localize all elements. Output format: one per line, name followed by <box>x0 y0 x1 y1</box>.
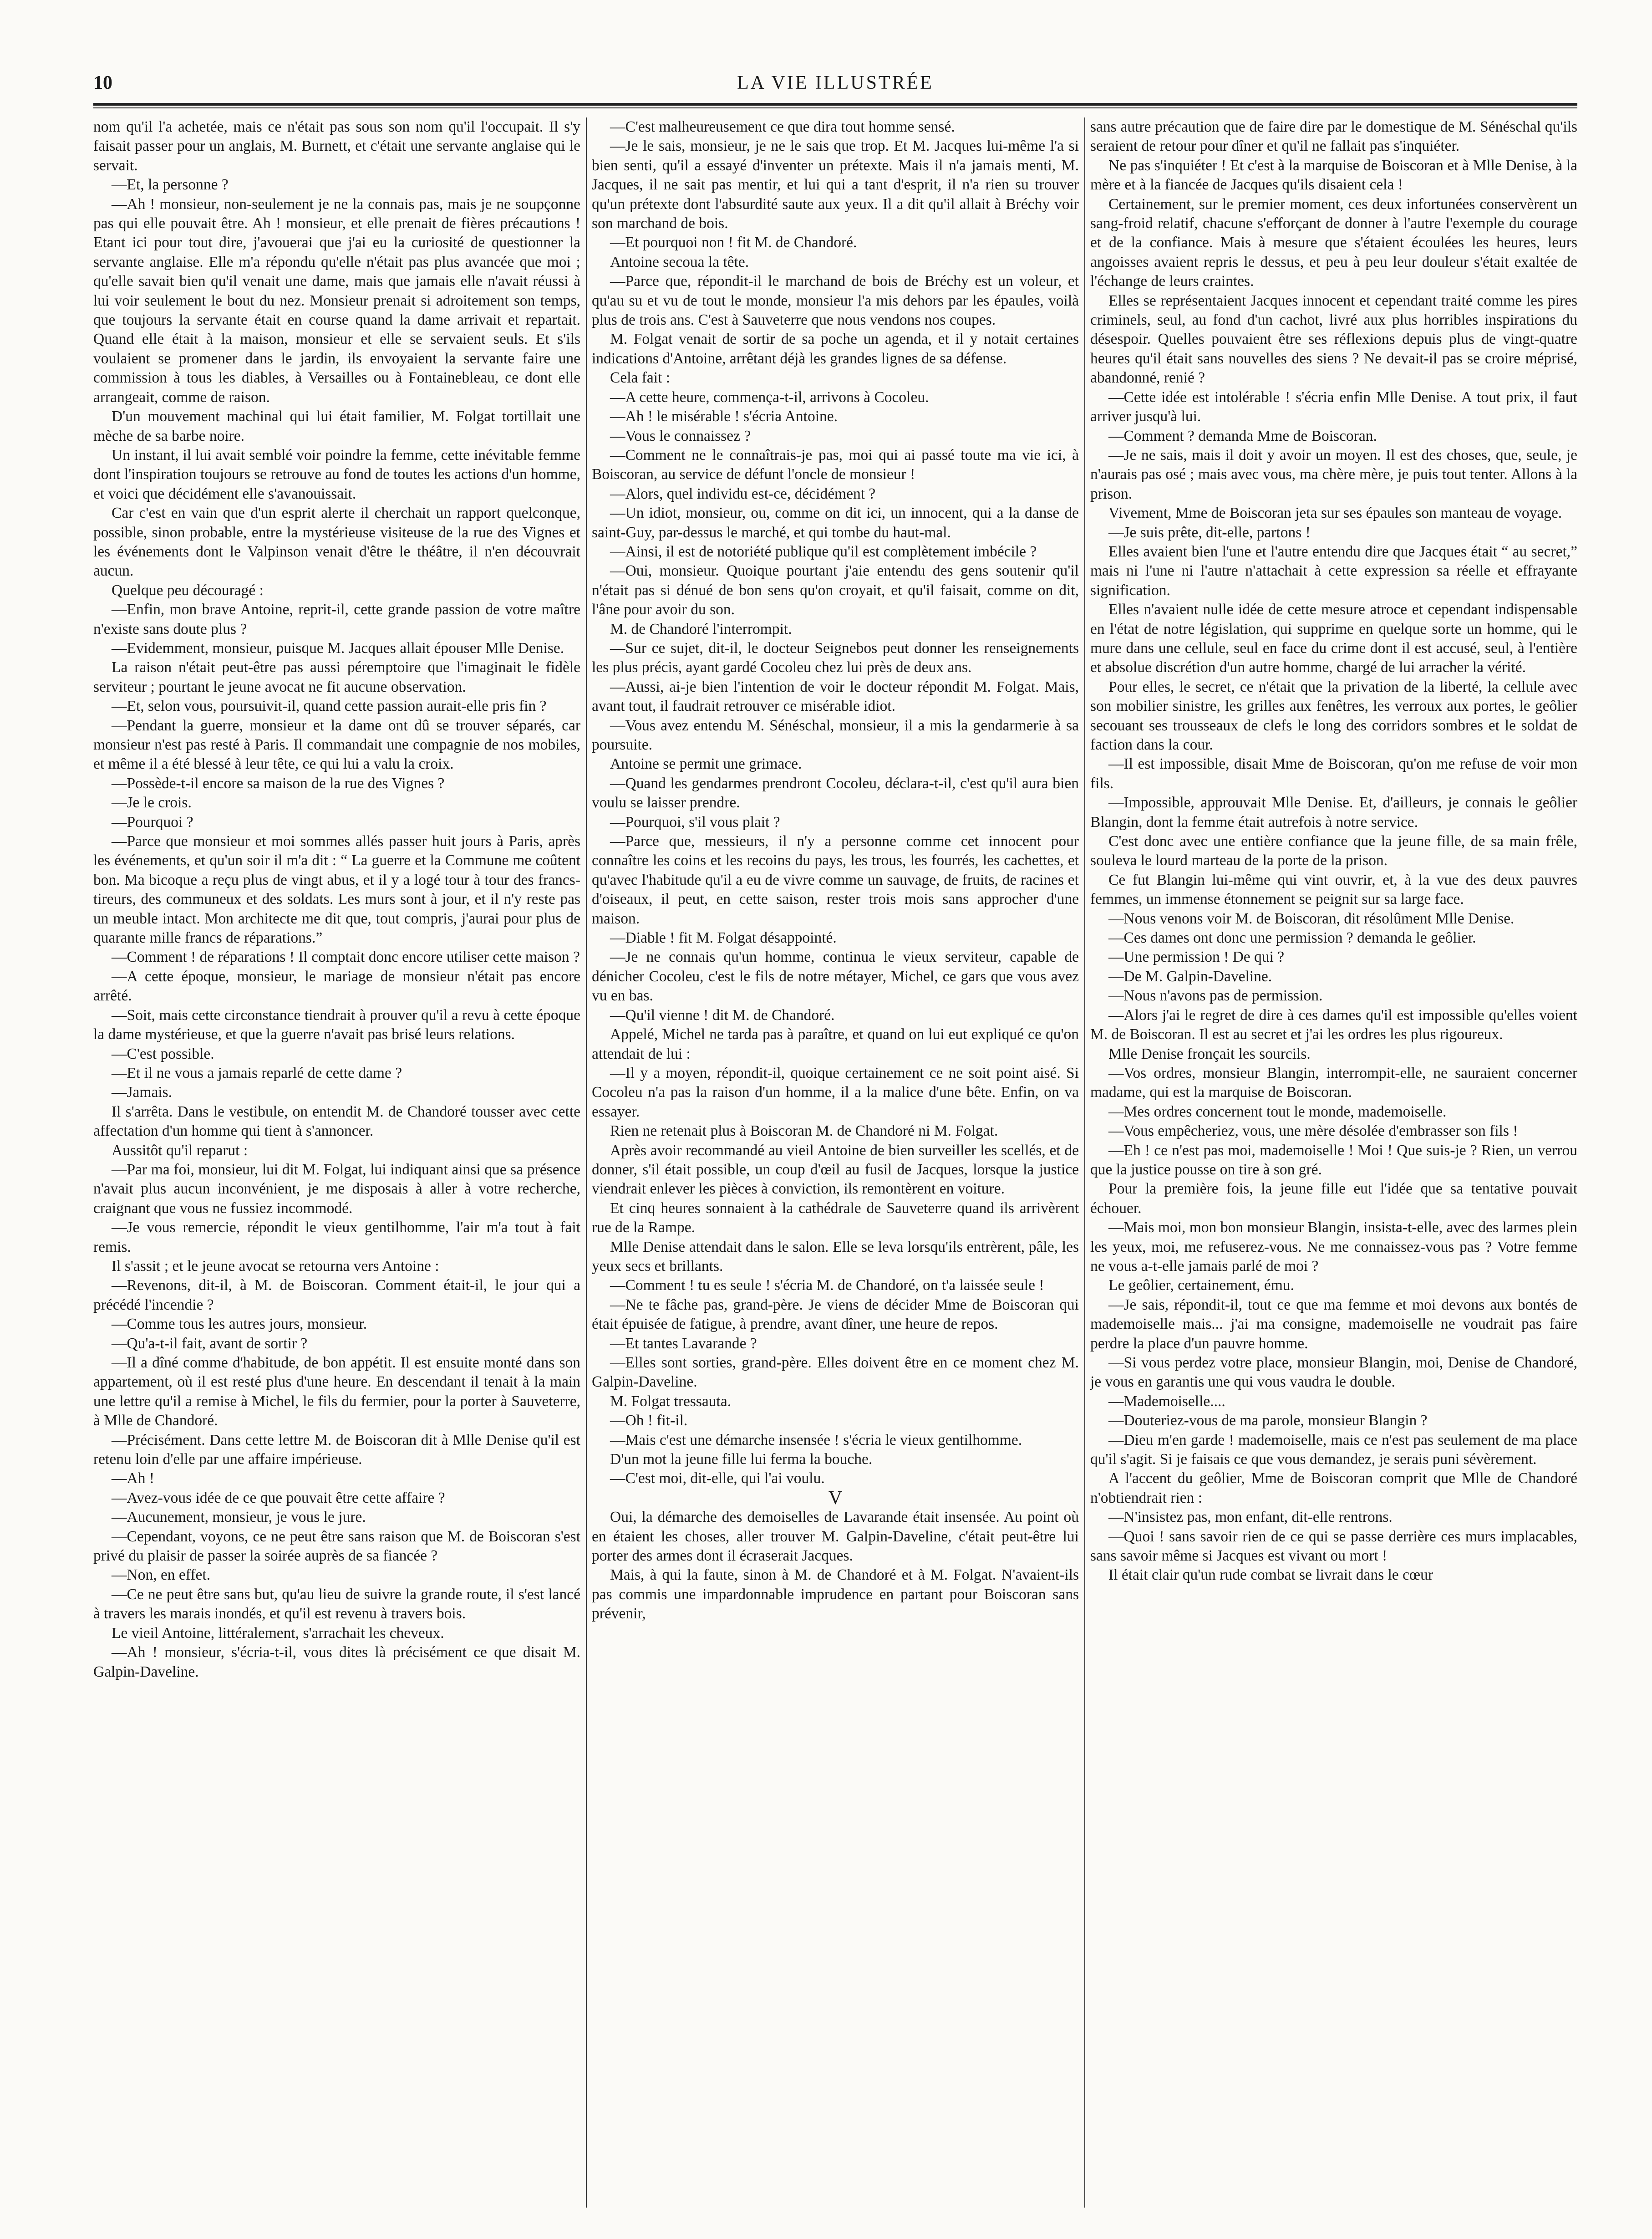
paragraph: —Et, selon vous, poursuivit-il, quand cette passion aurait-elle pris fin ? <box>112 698 547 715</box>
paragraph: —Mais c'est une démarche insensée ! s'écria le vieux gentilhomme. <box>610 1431 1022 1448</box>
paragraph: Mlle Denise fronçait les sourcils. <box>1108 1045 1311 1062</box>
paragraph: Elles avaient bien l'une et l'autre entendu dire que Jacques était “ au secret,” mais ni l'une ni l'autre n'attachait à cette expression sa réelle et effrayante signification. <box>1090 543 1577 599</box>
paragraph: —Il y a moyen, répondit-il, quoique certainement ce ne soit point aisé. Si Cocoleu n'a pas la raison d'un homme, il a la malice d'une bête. Enfin, on va essayer. <box>592 1064 1079 1120</box>
header-rule-thin <box>93 107 1577 108</box>
column-left <box>93 117 580 2208</box>
paragraph: —Ainsi, il est de notoriété publique qu'il est complètement imbécile ? <box>610 543 1037 560</box>
paragraph: M. Folgat venait de sortir de sa poche un agenda, et il y notait certaines indications d'Antoine, arrêtant déjà les grandes lignes de sa défense. <box>592 331 1079 367</box>
paragraph: Car c'est en vain que d'un esprit alerte il cherchait un rapport quelconque, possible, sinon probable, entre la mystérieuse visiteuse de la rue des Vignes et les événements dont le Valpinson venait d'être le théâtre, il n'en découvrait aucun. <box>93 505 580 580</box>
paragraph: —Par ma foi, monsieur, lui dit M. Folgat, lui indiquant ainsi que sa présence n'avait plus aucun inconvénient, je me disposais à aller à votre recherche, craignant que vous ne fussiez incommodé. <box>93 1161 580 1217</box>
paragraph: Mlle Denise attendait dans le salon. Elle se leva lorsqu'ils entrèrent, pâle, les yeux secs et brillants. <box>592 1238 1079 1275</box>
paragraph: —Cependant, voyons, ce ne peut être sans raison que M. de Boiscoran s'est privé du plaisir de passer la soirée auprès de sa fiancée ? <box>93 1528 580 1565</box>
paragraph: —A cette époque, monsieur, le mariage de monsieur n'était pas encore arrêté. <box>93 968 580 1005</box>
paragraph: —Sur ce sujet, dit-il, le docteur Seignebos peut donner les renseignements les plus précis, ayant gardé Cocoleu chez lui près de deux ans. <box>592 639 1079 676</box>
paragraph: M. Folgat tressauta. <box>610 1392 732 1410</box>
paragraph: —Il a dîné comme d'habitude, de bon appétit. Il est ensuite monté dans son appartement, où il est resté plus d'une heure. En descendant il tenait à la main une lettre qu'il a remise à Michel, le fils du fermier, pour la porter à Sauveterre, à Mlle de Chandoré. <box>93 1354 580 1429</box>
paragraph: M. de Chandoré l'interrompit. <box>610 620 792 638</box>
chapter-heading: V <box>828 1487 843 1509</box>
column-divider <box>1079 117 1090 2208</box>
paragraph: Ce fut Blangin lui-même qui vint ouvrir, et, à la vue des deux pauvres femmes, un immense étonnement se peignit sur sa large face. <box>1090 871 1577 908</box>
paragraph: —Vos ordres, monsieur Blangin, interrompit-elle, ne sauraient concerner madame, qui est la marquise de Boiscoran. <box>1090 1064 1577 1101</box>
paragraph: —Soit, mais cette circonstance tiendrait à prouver qu'il a revu à cette époque la dame mystérieuse, et que la guerre n'avait pas brisé leurs relations. <box>93 1006 580 1043</box>
paragraph: —Non, en effet. <box>112 1566 211 1584</box>
paragraph: Certainement, sur le premier moment, ces deux infortunées conservèrent un sang-froid relatif, chacune s'efforçant de donner à l'autre l'exemple du courage et de la confiance. Mais à mesure que s'étaient écoulées les heures, leurs angoisses avaient repris le dessus, et peu à peu leur douleur s'était exaltée de l'échange de leurs craintes. <box>1090 195 1577 290</box>
header-rule-thick <box>93 103 1577 106</box>
paragraph: —Mais moi, mon bon monsieur Blangin, insista-t-elle, avec des larmes plein les yeux, moi, me refuserez-vous. Ne me connaissez-vous pas ? Votre femme ne vous a-t-elle jamais parlé de moi ? <box>1090 1219 1577 1275</box>
paragraph: —Enfin, mon brave Antoine, reprit-il, cette grande passion de votre maître n'existe sans doute plus ? <box>93 601 580 638</box>
paragraph: Le geôlier, certainement, ému. <box>1108 1277 1294 1294</box>
column-right <box>1090 117 1577 2208</box>
paragraph: —Comme tous les autres jours, monsieur. <box>112 1316 367 1333</box>
paragraph: Elles se représentaient Jacques innocent et cependant traité comme les pires criminels, seul, au fond d'un cachot, livré aux plus horribles inspirations du désespoir. Quelles pouvaient être ses réflexions depuis plus de vingt-quatre heures qu'il était sans nouvelles des siens ? Ne devait-il pas se croire méprisé, abandonné, renié ? <box>1090 292 1577 387</box>
paragraph: Pour elles, le secret, ce n'était que la privation de la liberté, la cellule avec son mobilier sinistre, les grilles aux fenêtres, les verroux aux portes, le geôlier secouant ses trousseaux de clefs le long des corridors sombres et le soldat de faction dans la cour. <box>1090 678 1577 753</box>
paragraph: —Vous empêcheriez, vous, une mère désolée d'embrasser son fils ! <box>1108 1122 1518 1140</box>
paragraph: —Et il ne vous a jamais reparlé de cette dame ? <box>112 1064 402 1081</box>
paragraph: Rien ne retenait plus à Boiscoran M. de Chandoré ni M. Folgat. <box>610 1122 998 1140</box>
paragraph: —Je vous remercie, répondit le vieux gentilhomme, l'air m'a tout à fait remis. <box>93 1219 580 1255</box>
paragraph: sans autre précaution que de faire dire par le domestique de M. Sénéschal qu'ils seraient de retour pour dîner et qu'il ne fallait pas s'inquiéter. <box>1090 118 1577 155</box>
paragraph: —Douteriez-vous de ma parole, monsieur Blangin ? <box>1108 1412 1428 1429</box>
paragraph: —Nous venons voir M. de Boiscoran, dit résolûment Mlle Denise. <box>1108 910 1515 927</box>
paragraph: Mais, à qui la faute, sinon à M. de Chandoré et à M. Folgat. N'avaient-ils pas commis une impardonnable imprudence en partant pour Boiscoran sans prévenir, <box>592 1566 1079 1622</box>
paragraph: —Parce que, messieurs, il n'y a personne comme cet innocent pour connaître les coins et les recoins du pays, les trous, les fourrés, les cachettes, et qu'avec l'habitude qu'il a eu de vivre comme un sauvage, de fruits, de racines et d'oiseaux, il peut, en cette saison, rester trois mois sans approcher d'une maison. <box>592 833 1079 927</box>
publication-title: LA VIE ILLUSTRÉE <box>737 72 934 93</box>
paragraph: —Et pourquoi non ! fit M. de Chandoré. <box>610 234 857 251</box>
paragraph: —Oh ! fit-il. <box>610 1412 688 1429</box>
text-columns <box>93 117 1577 2208</box>
paragraph: —C'est malheureusement ce que dira tout homme sensé. <box>610 118 955 135</box>
paragraph: —A cette heure, commença-t-il, arrivons à Cocoleu. <box>610 388 929 406</box>
paragraph: —Aucunement, monsieur, je vous le jure. <box>112 1509 366 1526</box>
paragraph: Elles n'avaient nulle idée de cette mesure atroce et cependant indispensable en l'état de notre législation, qui supprime en quelque sorte un homme, qui le mure dans une cellule, seul en face du crime dont il est accusé, seul, à l'entière et absolue discrétion d'un autre homme, chargé de lui arracher la vérité. <box>1090 601 1577 676</box>
paragraph: —De M. Galpin-Daveline. <box>1108 968 1272 985</box>
paragraph: —Eh ! ce n'est pas moi, mademoiselle ! Moi ! Que suis-je ? Rien, un verrou que la justice pousse on tire à son gré. <box>1090 1142 1577 1178</box>
paragraph: D'un mot la jeune fille lui ferma la bouche. <box>610 1451 873 1468</box>
paragraph: Vivement, Mme de Boiscoran jeta sur ses épaules son manteau de voyage. <box>1108 505 1562 522</box>
paragraph: —Comment ! tu es seule ! s'écria M. de Chandoré, on t'a laissée seule ! <box>610 1277 1044 1294</box>
paragraph: —Et, la personne ? <box>112 176 229 194</box>
page-number: 10 <box>93 72 112 93</box>
paragraph: —Ces dames ont donc une permission ? demanda le geôlier. <box>1108 929 1476 947</box>
paragraph: Ne pas s'inquiéter ! Et c'est à la marquise de Boiscoran et à Mlle Denise, à la mère et à la fiancée de Jacques qu'ils disaient cela ! <box>1090 157 1577 194</box>
paragraph: —Elles sont sorties, grand-père. Elles doivent être en ce moment chez M. Galpin-Daveline. <box>592 1354 1079 1391</box>
paragraph: —Diable ! fit M. Folgat désappointé. <box>610 929 837 947</box>
paragraph: —Qu'a-t-il fait, avant de sortir ? <box>112 1335 308 1352</box>
paragraph: —Je suis prête, dit-elle, partons ! <box>1108 524 1311 541</box>
paragraph: —Comment ne le connaîtrais-je pas, moi qui ai passé toute ma vie ici, à Boiscoran, au service de défunt l'oncle de monsieur ! <box>592 446 1079 483</box>
paragraph: —Oui, monsieur. Quoique pourtant j'aie entendu des gens soutenir qu'il n'était pas si dénué de bon sens qu'on croyait, et qu'il faisait, comme on dit, l'âne pour avoir du son. <box>592 562 1079 618</box>
paragraph: Un instant, il lui avait semblé voir poindre la femme, cette inévitable femme dont l'inspiration toujours se retrouve au fond de toutes les actions d'un homme, et voici que décidément elle s'avanouissait. <box>93 446 580 502</box>
paragraph: —Pourquoi ? <box>112 813 193 831</box>
paragraph: —Revenons, dit-il, à M. de Boiscoran. Comment était-il, le jour qui a précédé l'incendie ? <box>93 1277 580 1313</box>
paragraph: —Alors, quel individu est-ce, décidément ? <box>610 485 876 502</box>
paragraph: —Avez-vous idée de ce que pouvait être cette affaire ? <box>112 1489 445 1506</box>
paragraph: D'un mouvement machinal qui lui était familier, M. Folgat tortillait une mèche de sa barbe noire. <box>93 408 580 444</box>
paragraph: Il s'assit ; et le jeune avocat se retourna vers Antoine : <box>112 1257 439 1275</box>
paragraph: Il s'arrêta. Dans le vestibule, on entendit M. de Chandoré tousser avec cette affectation d'un homme qui tient à s'annoncer. <box>93 1103 580 1140</box>
paragraph: —Je ne connais qu'un homme, continua le vieux serviteur, capable de dénicher Cocoleu, c'est le fils de notre métayer, Michel, ce gars que vous avez vu en bas. <box>592 949 1079 1005</box>
paragraph: Pour la première fois, la jeune fille eut l'idée que sa tentative pouvait échouer. <box>1090 1180 1577 1217</box>
paragraph: —Evidemment, monsieur, puisque M. Jacques allait épouser Mlle Denise. <box>112 639 564 657</box>
paragraph: —Ne te fâche pas, grand-père. Je viens de décider Mme de Boiscoran qui était épuisée de fatigue, à prendre, avant dîner, une heure de repos. <box>592 1296 1079 1333</box>
page-header <box>93 68 1577 100</box>
paragraph: —Mademoiselle.... <box>1108 1392 1225 1410</box>
paragraph: —N'insistez pas, mon enfant, dit-elle rentrons. <box>1108 1509 1393 1526</box>
paragraph: —Mes ordres concernent tout le monde, mademoiselle. <box>1108 1103 1447 1120</box>
paragraph: —Aussi, ai-je bien l'intention de voir le docteur répondit M. Folgat. Mais, avant tout, il faudrait retrouver ce misérable idiot. <box>592 678 1079 715</box>
paragraph: Appelé, Michel ne tarda pas à paraître, et quand on lui eut expliqué ce qu'on attendait de lui : <box>592 1026 1079 1062</box>
paragraph: nom qu'il l'a achetée, mais ce n'était pas sous son nom qu'il l'occupait. Il s'y faisait passer pour un anglais, M. Burnett, et c'était une servante anglaise qui le servait. <box>93 118 580 174</box>
paragraph: —Pendant la guerre, monsieur et la dame ont dû se trouver séparés, car monsieur n'est pas resté à Paris. Il commandait une compagnie de nos mobiles, et même il a été blessé à leur tête, ce qui lui a valu la croix. <box>93 717 580 773</box>
paragraph: —Ah ! monsieur, non-seulement je ne la connais pas, mais je ne soupçonne pas qui elle pouvait être. Ah ! monsieur, et elle prenait de fières précautions ! Etant ici pour tout dire, j'avouerai que j'ai eu la curiosité de questionner la servante anglaise. Elle m'a répondu qu'elle n'était pas plus avancée que moi ; qu'elle savait bien qu'il venait une dame, mais que jamais elle n'avait réussi à lui voir seulement le bout du nez. Monsieur prenait si adroitement son temps, que toujours la servante était en course quand la dame arrivait et repartait. Quand elle était à la maison, monsieur et elle se servaient seuls. Et s'ils voulaient se promener dans le jardin, ils envoyaient la servante faire une commission à tous les diables, à Versailles ou à Fontainebleau, ce dont elle arrangeait, comme de raison. <box>93 195 580 406</box>
paragraph: —Parce que, répondit-il le marchand de bois de Bréchy est un voleur, et qu'au su et vu de tout le monde, monsieur l'a mis dehors par les épaules, voilà plus de trois ans. C'est à Sauveterre que nous vendons nos coupes. <box>592 273 1079 329</box>
paragraph: —Un idiot, monsieur, ou, comme on dit ici, un innocent, qui a la danse de saint-Guy, par-dessus le marché, et qui tombe du haut-mal. <box>592 505 1079 541</box>
paragraph: —Vous le connaissez ? <box>610 427 751 444</box>
paragraph: Après avoir recommandé au vieil Antoine de bien surveiller les scellés, et de donner, s'il était possible, un coup d'œil au fusil de Jacques, lorsque la justice viendrait enlever les pièces à conviction, ils remontèrent en voiture. <box>592 1142 1079 1198</box>
paragraph: —Dieu m'en garde ! mademoiselle, mais ce n'est pas seulement de ma place qu'il s'agit. Si je faisais ce que vous demandez, je serais puni sévèrement. <box>1090 1431 1577 1468</box>
paragraph: Antoine secoua la tête. <box>610 253 749 270</box>
paragraph: Quelque peu découragé : <box>112 581 264 599</box>
paragraph: —Précisément. Dans cette lettre M. de Boiscoran dit à Mlle Denise qu'il est retenu loin d'elle par une affaire impérieuse. <box>93 1431 580 1468</box>
paragraph: —Ce ne peut être sans but, qu'au lieu de suivre la grande route, il s'est lancé à travers les marais inondés, et qu'il est revenu à travers bois. <box>93 1586 580 1622</box>
paragraph: La raison n'était peut-être pas aussi péremptoire que l'imaginait le fidèle serviteur ; pourtant le jeune avocat ne fit aucune observation. <box>93 659 580 695</box>
paragraph: Cela fait : <box>610 369 671 387</box>
paragraph: Le vieil Antoine, littéralement, s'arrachait les cheveux. <box>112 1624 444 1642</box>
paragraph: —Je sais, répondit-il, tout ce que ma femme et moi devons aux bontés de mademoiselle mais... j'ai ma consigne, mademoiselle ne voudrait pas faire perdre la place d'un pauvre homme. <box>1090 1296 1577 1352</box>
paragraph: —Alors j'ai le regret de dire à ces dames qu'il est impossible qu'elles voient M. de Boiscoran. Il est au secret et j'ai les ordres les plus rigoureux. <box>1090 1006 1577 1043</box>
paragraph: C'est donc avec une entière confiance que la jeune fille, de sa main frêle, souleva le lourd marteau de la porte de la prison. <box>1090 833 1577 869</box>
paragraph: —Si vous perdez votre place, monsieur Blangin, moi, Denise de Chandoré, je vous en garantis une qui vous vaudra le double. <box>1090 1354 1577 1391</box>
paragraph: —C'est possible. <box>112 1045 214 1062</box>
paragraph: —Je ne sais, mais il doit y avoir un moyen. Il est des choses, que, seule, je n'aurais pas osé ; mais avec vous, ma chère mère, je puis tout tenter. Allons à la prison. <box>1090 446 1577 502</box>
paragraph: —Pourquoi, s'il vous plait ? <box>610 813 780 831</box>
paragraph: —Jamais. <box>112 1084 173 1101</box>
paragraph: —Il est impossible, disait Mme de Boiscoran, qu'on me refuse de voir mon fils. <box>1090 755 1577 792</box>
paragraph: —Ah ! monsieur, s'écria-t-il, vous dites là précisément ce que disait M. Galpin-Daveline. <box>93 1644 580 1680</box>
paragraph: —Comment ? demanda Mme de Boiscoran. <box>1108 427 1377 444</box>
paragraph: —Parce que monsieur et moi sommes allés passer huit jours à Paris, après les événements, et qu'un soir il m'a dit : “ La guerre et la Commune me coûtent bon. Ma bicoque a reçu plus de vingt abus, et il y a logé tour à tour des francs-tireurs, des communeux et des soldats. Les murs sont à jour, et il n'y reste pas un meuble intact. Mon architecte me dit que, tout compris, j'aurai pour plus de quarante mille francs de réparations.” <box>93 833 580 947</box>
paragraph: —Impossible, approuvait Mlle Denise. Et, d'ailleurs, je connais le geôlier Blangin, dont la femme était autrefois à notre service. <box>1090 794 1577 831</box>
paragraph: —Ah ! <box>112 1470 154 1487</box>
paragraph: Et cinq heures sonnaient à la cathédrale de Sauveterre quand ils arrivèrent rue de la Rampe. <box>592 1199 1079 1236</box>
paragraph: —Et tantes Lavarande ? <box>610 1335 757 1352</box>
paragraph: Il était clair qu'un rude combat se livrait dans le cœur <box>1108 1566 1433 1584</box>
paragraph: Antoine se permit une grimace. <box>610 755 802 773</box>
paragraph: —Quoi ! sans savoir rien de ce qui se passe derrière ces murs implacables, sans savoir même si Jacques est vivant ou mort ! <box>1090 1528 1577 1565</box>
paragraph: —Je le crois. <box>112 794 192 811</box>
paragraph: —Une permission ! De qui ? <box>1108 949 1285 966</box>
paragraph: —Comment ! de réparations ! Il comptait donc encore utiliser cette maison ? <box>112 949 580 966</box>
paragraph: —Quand les gendarmes prendront Cocoleu, déclara-t-il, c'est qu'il aura bien voulu se laisser prendre. <box>592 775 1079 811</box>
paragraph: Aussitôt qu'il reparut : <box>112 1142 248 1159</box>
paragraph: A l'accent du geôlier, Mme de Boiscoran comprit que Mlle de Chandoré n'obtiendrait rien : <box>1090 1470 1577 1506</box>
column-middle <box>592 117 1079 2208</box>
paragraph: —Possède-t-il encore sa maison de la rue des Vignes ? <box>112 775 445 792</box>
paragraph: —Nous n'avons pas de permission. <box>1108 987 1323 1005</box>
paragraph: —C'est moi, dit-elle, qui l'ai voulu. <box>610 1470 825 1487</box>
paragraph: —Qu'il vienne ! dit M. de Chandoré. <box>610 1006 835 1024</box>
paragraph: —Vous avez entendu M. Sénéschal, monsieur, il a mis la gendarmerie à sa poursuite. <box>592 717 1079 753</box>
column-divider <box>580 117 592 2208</box>
paragraph: —Je le sais, monsieur, je ne le sais que trop. Et M. Jacques lui-même l'a si bien senti, qu'il a essayé d'inventer un prétexte. Mais il n'a jamais menti, M. Jacques, il ne sait pas mentir, et lui qui a tant d'esprit, il n'a rien su trouver qu'un prétexte dont l'absurdité saute aux yeux. Il a dit qu'il allait à Bréchy voir son marchand de bois. <box>592 138 1079 232</box>
paragraph: Oui, la démarche des demoiselles de Lavarande était insensée. Au point où en étaient les choses, aller trouver M. Galpin-Daveline, c'était peut-être lui porter des armes dont il écraserait Jacques. <box>592 1509 1079 1565</box>
paragraph: —Ah ! le misérable ! s'écria Antoine. <box>610 408 838 425</box>
newspaper-page <box>93 68 1577 2208</box>
paragraph: —Cette idée est intolérable ! s'écria enfin Mlle Denise. A tout prix, il faut arriver jusqu'à lui. <box>1090 388 1577 425</box>
